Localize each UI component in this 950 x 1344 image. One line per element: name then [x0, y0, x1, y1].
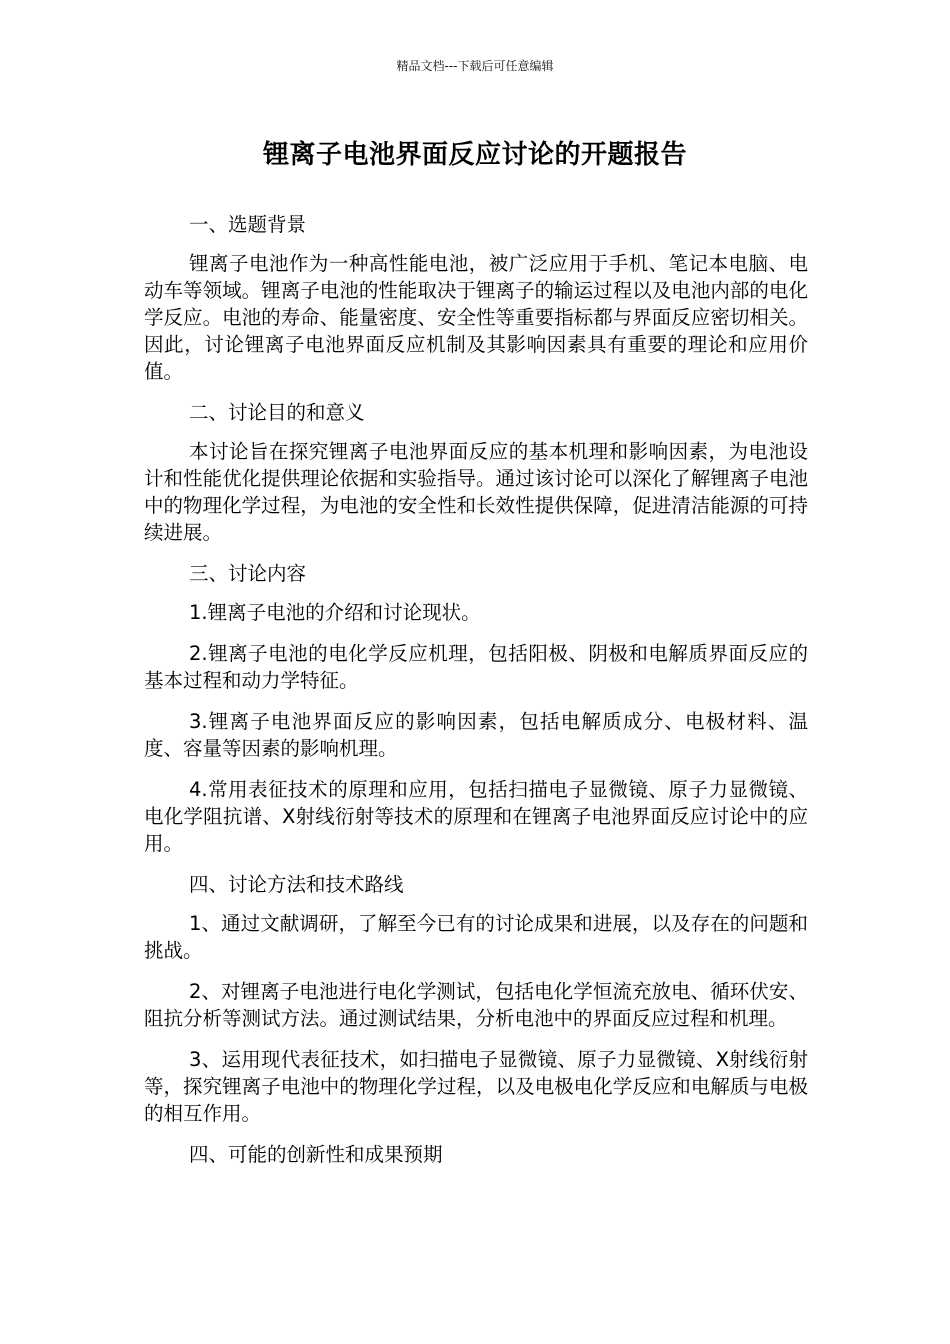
- content-item-1: 1.锂离子电池的介绍和讨论现状。: [189, 601, 481, 624]
- section-heading-content: 三、讨论内容: [189, 562, 307, 585]
- document-body: [144, 211, 808, 1180]
- content-item-4: 4.常用表征技术的原理和应用，包括扫描电子显微镜、原子力显微镜、电化学阻抗谱、X射线衍射等技术的原理和在锂离子电池界面反应讨论中的应用。: [144, 778, 808, 855]
- method-item-3: 3、运用现代表征技术，如扫描电子显微镜、原子力显微镜、X射线衍射等，探究锂离子电池中的物理化学过程，以及电极电化学反应和电解质与电极的相互作用。: [144, 1048, 808, 1125]
- document-title: 锂离子电池界面反应讨论的开题报告: [262, 140, 687, 170]
- section-heading-methods: 四、讨论方法和技术路线: [189, 873, 404, 896]
- section-heading-innovation: 四、可能的创新性和成果预期: [189, 1143, 443, 1166]
- paragraph-background: 锂离子电池作为一种高性能电池，被广泛应用于手机、笔记本电脑、电动车等领域。锂离子电池的性能取决于锂离子的输运过程以及电池内部的电化学反应。电池的寿命、能量密度、安全性等重要指标都与界面反应密切相关。因此，讨论锂离子电池界面反应机制及其影响因素具有重要的理论和应用价值。: [144, 252, 808, 383]
- method-item-2: 2、对锂离子电池进行电化学测试，包括电化学恒流充放电、循环伏安、阻抗分析等测试方法。通过测试结果，分析电池中的界面反应过程和机理。: [144, 980, 808, 1030]
- paragraph-purpose: 本讨论旨在探究锂离子电池界面反应的基本机理和影响因素，为电池设计和性能优化提供理论依据和实验指导。通过该讨论可以深化了解锂离子电池中的物理化学过程，为电池的安全性和长效性提供保障，促进清洁能源的可持续进展。: [144, 440, 808, 544]
- content-item-2: 2.锂离子电池的电化学反应机理，包括阳极、阴极和电解质界面反应的基本过程和动力学特征。: [144, 642, 808, 692]
- content-item-3: 3.锂离子电池界面反应的影响因素，包括电解质成分、电极材料、温度、容量等因素的影响机理。: [144, 710, 808, 760]
- section-heading-background: 一、选题背景: [189, 213, 307, 236]
- method-item-1: 1、通过文献调研，了解至今已有的讨论成果和进展，以及存在的问题和挑战。: [144, 912, 808, 962]
- header-note: 精品文档---下载后可任意编辑: [396, 59, 554, 73]
- section-heading-purpose: 二、讨论目的和意义: [189, 401, 365, 424]
